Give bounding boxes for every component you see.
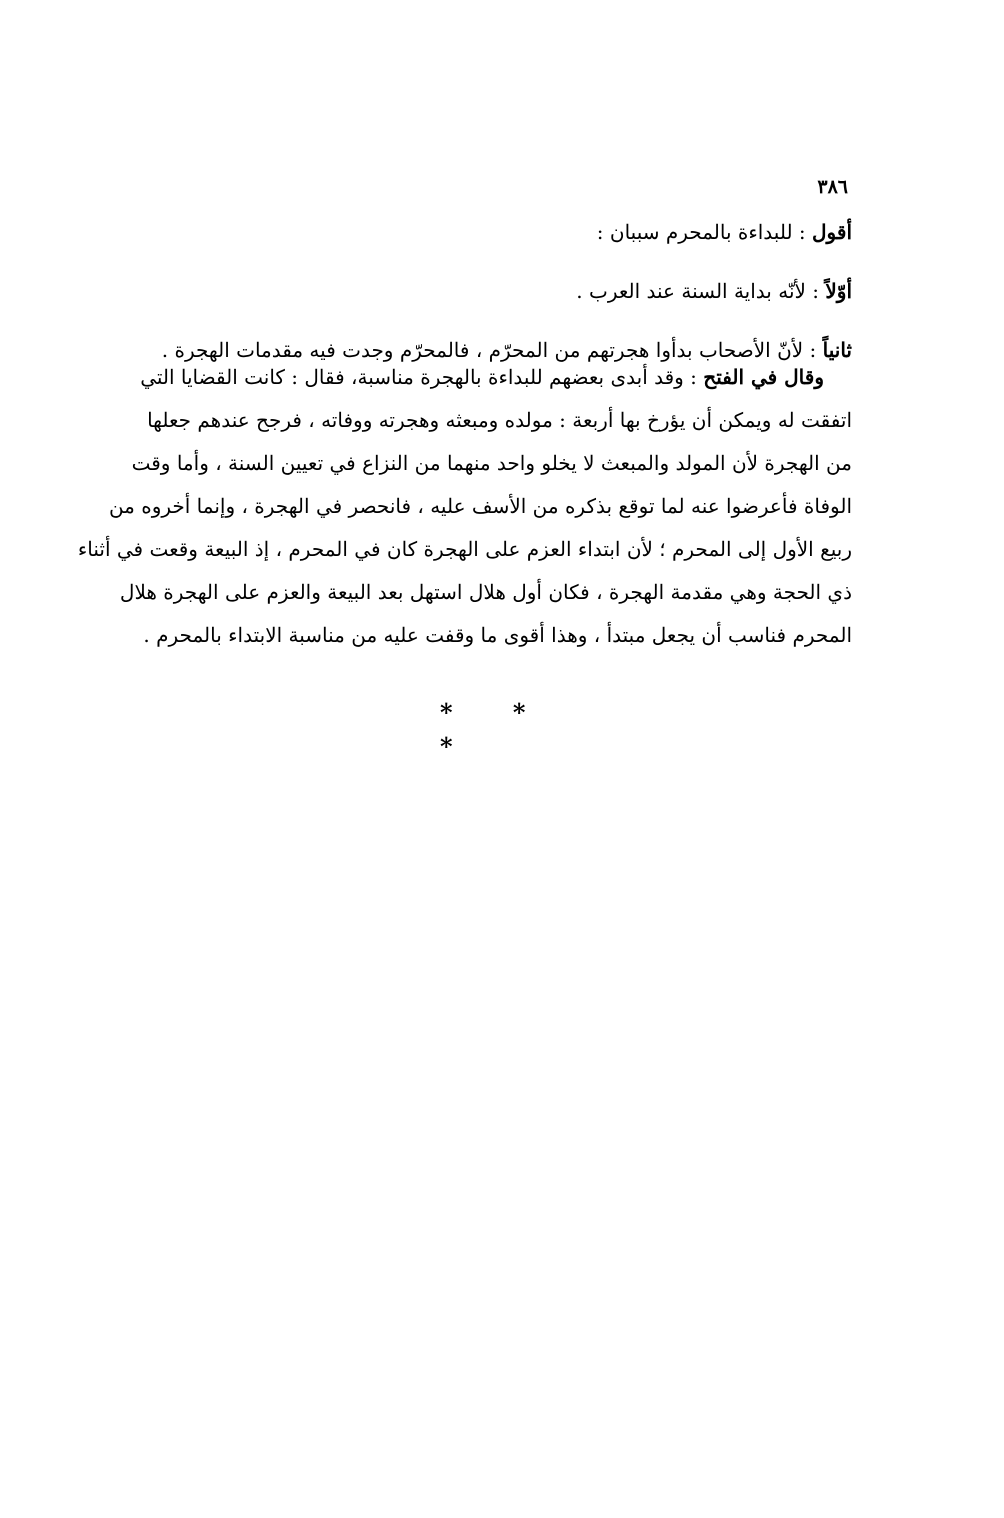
text-line <box>140 360 824 394</box>
text-line: اتفقت له ويمكن أن يؤرخ بها أربعة : مولده ومبعثه وهجرته ووفاته ، فرجح عندهم جعلها <box>147 408 852 432</box>
lead-word: ثانياً <box>822 338 852 362</box>
text-line: ذي الحجة وهي مقدمة الهجرة ، فكان أول هلال استهل بعد البيعة والعزم على الهجرة هلال <box>119 580 852 604</box>
lead-word: أقول <box>812 220 852 244</box>
text-line <box>576 274 852 308</box>
line-text: : للبداءة بالمحرم سببان : <box>596 220 813 244</box>
lead-word: أوّلاً <box>825 279 852 303</box>
text-line: من الهجرة لأن المولد والمبعث لا يخلو واحد منهما من النزاع في تعيين السنة ، وأما وقت <box>131 451 852 475</box>
line-text: : وقد أبدى بعضهم للبداءة بالهجرة مناسبة، فقال : كانت القضايا التي <box>140 365 704 389</box>
text-line <box>597 215 852 249</box>
line-text: : لأنّه بداية السنة عند العرب . <box>576 279 826 303</box>
text-line: المحرم فناسب أن يجعل مبتدأ ، وهذا أقوى ما وقفت عليه من مناسبة الابتداء بالمحرم . <box>143 623 852 647</box>
page-number: ٣٨٦ <box>817 176 848 198</box>
paragraph-fath-quote <box>77 360 852 680</box>
section-separator: * * * <box>440 698 552 761</box>
text-line: الوفاة فأعرضوا عنه لما توقع بذكره من الأسف عليه ، فانحصر في الهجرة ، وإنما أخروه من <box>108 494 852 518</box>
text-line: ربيع الأول إلى المحرم ؛ لأن ابتداء العزم على الهجرة كان في المحرم ، إذ البيعة وقعت في أثناء <box>77 537 852 561</box>
line-text: : لأنّ الأصحاب بدأوا هجرتهم من المحرّم ، فالمحرّم وجدت فيه مقدمات الهجرة . <box>161 338 823 362</box>
lead-word: وقال في الفتح <box>703 365 824 389</box>
